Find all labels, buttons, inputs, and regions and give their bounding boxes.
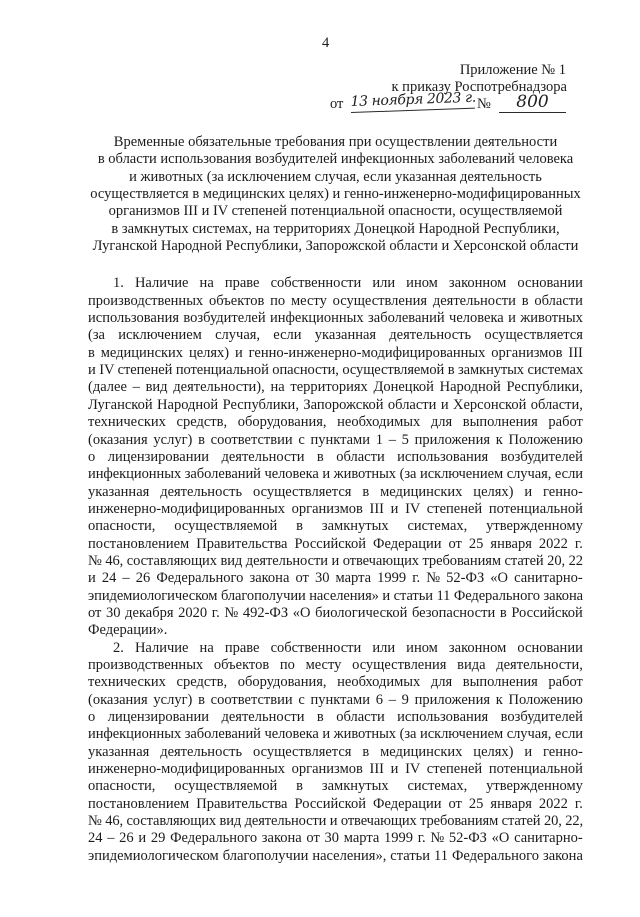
paragraph-2-line-1: 2. Наличие на праве собственности или ином законном основании [113, 639, 583, 656]
title-line-5: организмов III и IV степеней потенциальной опасности, осуществляемой [108, 203, 563, 220]
number-prefix: № [477, 96, 491, 112]
paragraph-2-line-4: (оказания услуг) в соответствии с пунктами 6 – 9 приложения к Положению [88, 691, 583, 708]
document-body [88, 134, 583, 865]
paragraph-1-line-21: Федерации». [88, 622, 168, 639]
handwritten-date: 13 ноября 2023 г. [350, 88, 475, 113]
paragraph-1-line-19: эпидемиологическом благополучии населения» и статьи 11 Федерального закона [88, 587, 583, 604]
paragraph-1-line-15: опасности, осуществляемой в замкнутых системах, утвержденному [88, 518, 583, 535]
paragraph-1-line-3: использования возбудителей инфекционных заболеваний человека и животных [88, 310, 583, 327]
paragraph-1-line-14: инженерно-модифицированных организмов III и IV степеней потенциальной [88, 500, 583, 517]
paragraph-2-line-3: технических средств, оборудования, необходимых для выполнения работ [88, 674, 583, 691]
paragraph-2-line-11: № 46, составляющих вид деятельности и отвечающих требованиям статей 20, 22, [88, 813, 583, 830]
paragraph-1-line-13: указанная деятельность осуществляется в медицинских целях) и генно- [88, 483, 583, 500]
paragraph-2-line-6: инфекционных заболеваний человека и животных (за исключением случая, если [88, 726, 583, 743]
document-title [88, 134, 583, 255]
paragraph-2-line-9: опасности, осуществляемой в замкнутых системах, утвержденному [88, 778, 583, 795]
paragraph-2-line-12: 24 – 26 и 29 Федерального закона от 30 марта 1999 г. № 52-ФЗ «О санитарно- [88, 830, 583, 847]
title-line-6: в замкнутых системах, на территориях Донецкой Народной Республики, [111, 220, 560, 237]
paragraph-2 [88, 640, 583, 865]
paragraph-1-line-11: о лицензировании деятельности в области использования возбудителей [88, 448, 583, 465]
page-number: 4 [322, 35, 330, 51]
paragraph-1-line-1: 1. Наличие на праве собственности или ином законном основании [113, 275, 583, 292]
title-line-2: в области использования возбудителей инфекционных заболеваний человека [97, 151, 574, 168]
paragraph-1-line-7: (далее – вид деятельности), на территориях Донецкой Народной Республики, [88, 379, 583, 396]
paragraph-1-line-2: производственных объектов по месту осуществления деятельности в области [88, 292, 583, 309]
title-line-4: осуществляется в медицинских целях) и генно-инженерно-модифицированных [90, 186, 581, 203]
paragraph-1-line-12: инфекционных заболеваний человека и животных (за исключением случая, если [88, 466, 583, 483]
title-line-1: Временные обязательные требования при осуществлении деятельности [113, 134, 558, 150]
paragraph-2-line-5: о лицензировании деятельности в области использования возбудителей [88, 709, 583, 725]
paragraph-1-line-8: Луганской Народной Республики, Запорожской области и Херсонской области, [88, 396, 583, 413]
paragraph-1 [88, 275, 583, 639]
order-reference: к приказу Роспотребнадзора [391, 79, 567, 95]
date-prefix: от [330, 96, 344, 112]
paragraph-2-line-13: эпидемиологическом благополучии населения», статьи 11 Федерального закона [88, 847, 583, 864]
paragraph-2-line-10: постановлением Правительства Российской Федерации от 25 января 2022 г. [88, 795, 583, 812]
handwritten-order-number: 800 [499, 92, 566, 113]
paragraph-1-line-10: (оказания услуг) в соответствии с пунктами 1 – 5 приложения к Положению [88, 431, 583, 448]
paragraph-2-line-8: инженерно-модифицированных организмов III и IV степеней потенциальной [88, 761, 583, 778]
appendix-label: Приложение № 1 [459, 62, 566, 78]
paragraph-1-line-9: технических средств, оборудования, необходимых для выполнения работ [88, 414, 583, 431]
paragraph-1-line-4: (за исключением случая, если указанная деятельность осуществляется [88, 327, 583, 344]
paragraph-1-line-5: в медицинских целях) и генно-инженерно-модифицированных организмов III [88, 344, 583, 361]
title-line-7: Луганской Народной Республики, Запорожской области и Херсонской области [92, 238, 579, 255]
paragraph-1-line-6: и IV степеней потенциальной опасности, осуществляемой в замкнутых системах [88, 362, 583, 379]
paragraph-1-line-20: от 30 декабря 2020 г. № 492-ФЗ «О биологической безопасности в Российской [88, 604, 583, 621]
paragraph-1-line-16: постановлением Правительства Российской Федерации от 25 января 2022 г. [88, 535, 583, 552]
title-line-3: и животных (за исключением случая, если указанная деятельность [129, 168, 542, 185]
document-paragraphs [88, 275, 583, 865]
paragraph-1-line-17: № 46, составляющих вид деятельности и отвечающих требованиям статей 20, 22 [88, 552, 583, 569]
paragraph-2-line-7: указанная деятельность осуществляется в медицинских целях) и генно- [88, 743, 583, 760]
paragraph-2-line-2: производственных объектов по месту осуществления вида деятельности, [88, 656, 583, 673]
paragraph-1-line-18: и 24 – 26 Федерального закона от 30 марта 1999 г. № 52-ФЗ «О санитарно- [88, 570, 583, 587]
